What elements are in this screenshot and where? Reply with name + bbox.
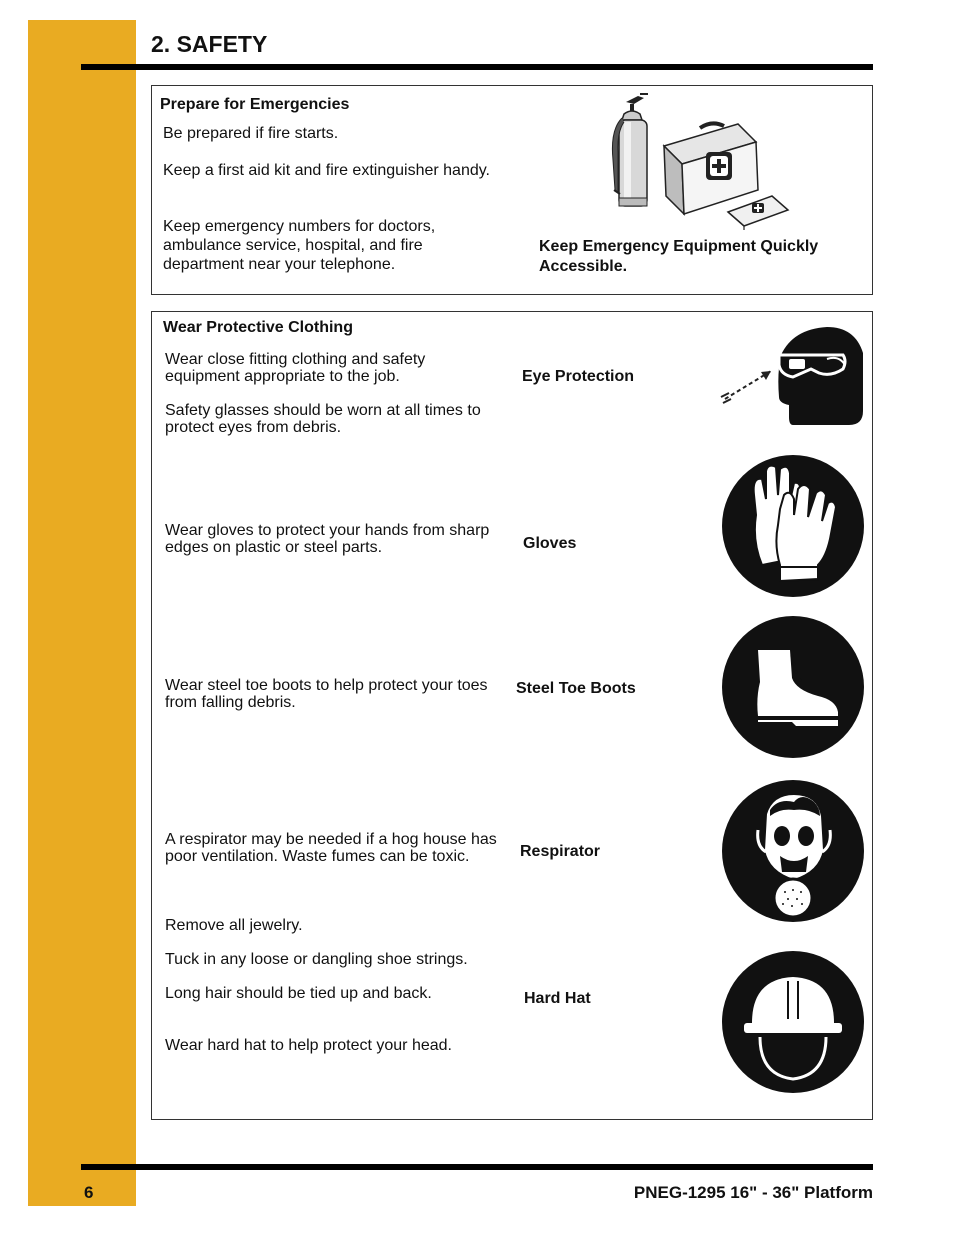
- hard-hat-label: Hard Hat: [524, 990, 591, 1007]
- page-number: 6: [84, 1183, 94, 1202]
- emergencies-text-1: Be prepared if fire starts.: [163, 125, 339, 142]
- emergencies-text-3: Keep emergency numbers for doctors, ambulance service, hospital, and fire department near your telephone.: [163, 218, 436, 273]
- respirator-label: Respirator: [520, 843, 601, 860]
- page-title: 2. SAFETY: [151, 31, 268, 57]
- boots-text: Wear steel toe boots to help protect your toes from falling debris.: [165, 677, 488, 711]
- eye-protection-icon: [715, 325, 870, 427]
- footer-document-title: PNEG-1295 16" - 36" Platform: [633, 1183, 873, 1202]
- header-divider: [81, 64, 873, 70]
- hard-hat-text: Wear hard hat to help protect your head.: [165, 1037, 452, 1054]
- steel-toe-boots-label: Steel Toe Boots: [516, 680, 636, 697]
- long-hair-text: Long hair should be tied up and back.: [165, 985, 432, 1002]
- jewelry-text: Remove all jewelry.: [165, 917, 303, 934]
- eye-protection-label: Eye Protection: [522, 368, 635, 385]
- protective-clothing-heading: Wear Protective Clothing: [163, 319, 353, 336]
- sidebar-color-band: [28, 20, 136, 1206]
- respirator-icon: [722, 780, 864, 922]
- fire-extinguisher-icon: [604, 90, 660, 215]
- first-aid-kit-icon: [660, 118, 792, 230]
- footer-divider: [81, 1164, 873, 1170]
- eye-text-1: Wear close fitting clothing and safety equipment appropriate to the job.: [165, 351, 426, 385]
- gloves-icon: [722, 455, 864, 597]
- eye-text-2: Safety glasses should be worn at all times to protect eyes from debris.: [165, 402, 481, 436]
- emergencies-text-2: Keep a first aid kit and fire extinguisher handy.: [163, 162, 490, 179]
- emergencies-heading: Prepare for Emergencies: [160, 96, 350, 113]
- respirator-text: A respirator may be needed if a hog house has poor ventilation. Waste fumes can be toxic.: [165, 831, 497, 865]
- steel-toe-boot-icon: [722, 616, 864, 758]
- shoe-strings-text: Tuck in any loose or dangling shoe strings.: [165, 951, 468, 968]
- gloves-text: Wear gloves to protect your hands from sharp edges on plastic or steel parts.: [165, 522, 490, 556]
- hard-hat-icon: [722, 951, 864, 1093]
- emergencies-caption: Keep Emergency Equipment Quickly Accessible.: [539, 238, 819, 275]
- gloves-label: Gloves: [523, 535, 577, 552]
